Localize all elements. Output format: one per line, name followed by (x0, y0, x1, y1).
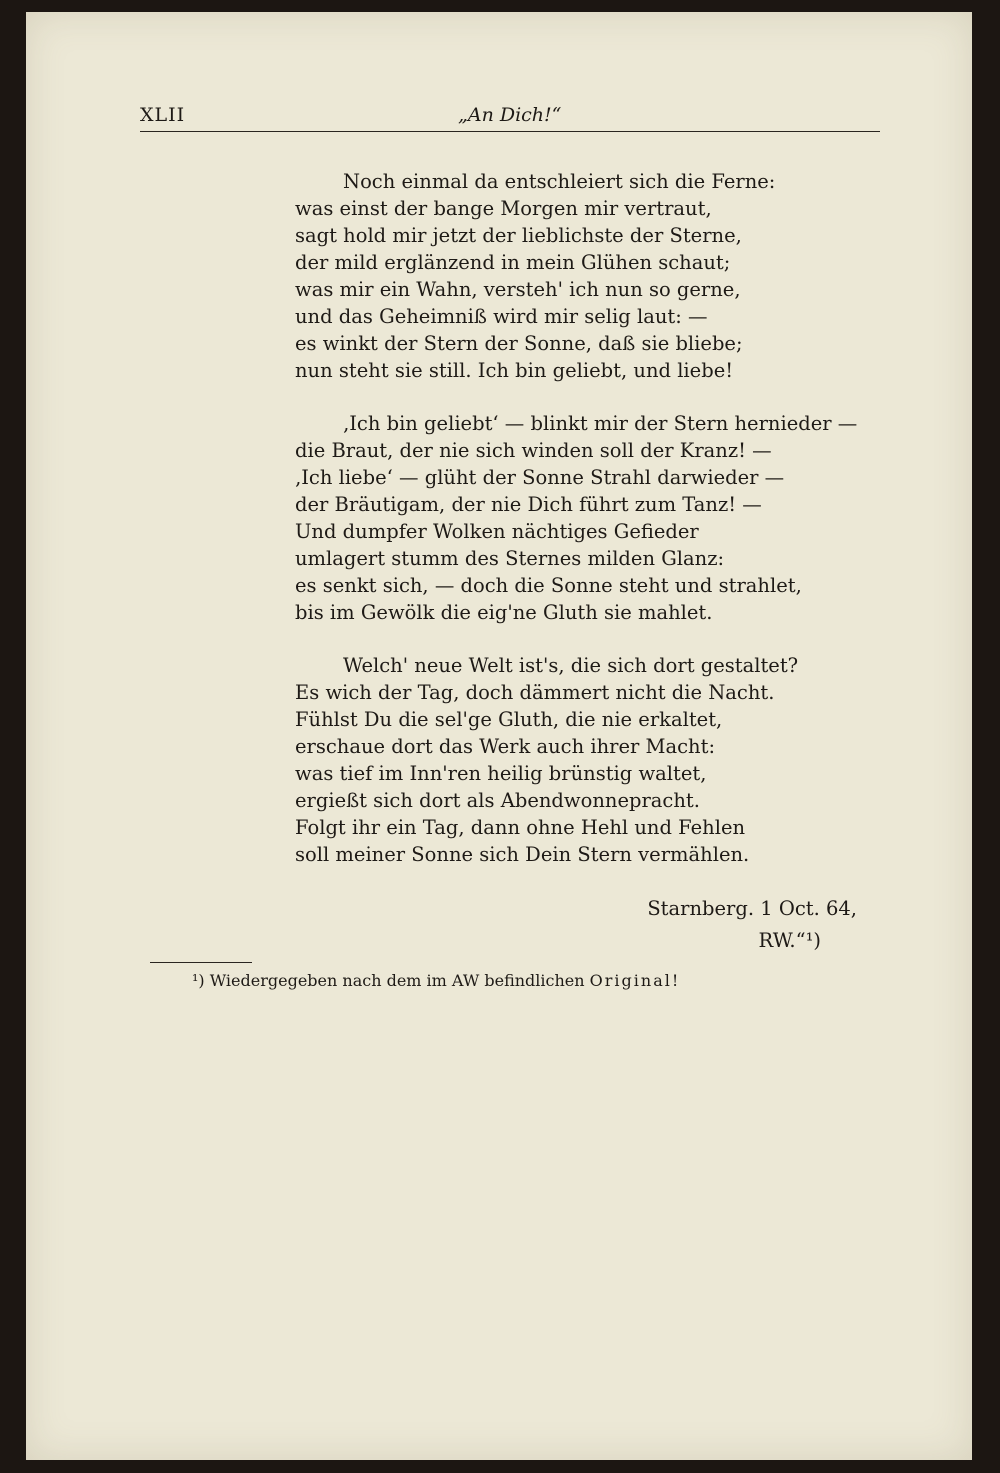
verse-line: Welch' neue Welt ist's, die sich dort gestaltet? (343, 654, 799, 677)
footnote-rule (150, 962, 252, 963)
verse-line: soll meiner Sonne sich Dein Stern vermählen. (295, 843, 750, 866)
running-title: „An Dich!“ (458, 104, 562, 126)
stanza-3 (295, 652, 855, 868)
page-header (140, 104, 880, 138)
verse-line: Es wich der Tag, doch dämmert nicht die Nacht. (295, 681, 775, 704)
verse-line: Folgt ihr ein Tag, dann ohne Hehl und Fehlen (295, 816, 746, 839)
verse-line: was mir ein Wahn, versteh' ich nun so gerne, (295, 278, 741, 301)
verse-line: was tief im Inn'ren heilig brünstig waltet, (295, 762, 707, 785)
verse-line: ‚Ich liebe‘ — glüht der Sonne Strahl darwieder — (295, 466, 785, 489)
poem-body (295, 168, 858, 894)
verse-line: Fühlst Du die sel'ge Gluth, die nie erkaltet, (295, 708, 723, 731)
verse-line: bis im Gewölk die eig'ne Gluth sie mahlet. (295, 601, 713, 624)
page-number: XLII (140, 104, 186, 126)
verse-line: und das Geheimniß wird mir selig laut: — (295, 305, 708, 328)
verse-line: die Braut, der nie sich winden soll der Kranz! — (295, 439, 772, 462)
verse-line: Noch einmal da entschleiert sich die Ferne: (343, 170, 776, 193)
verse-line: erschaue dort das Werk auch ihrer Macht: (295, 735, 716, 758)
footnote-marker: ¹) (192, 971, 205, 990)
verse-line: der mild erglänzend in mein Glühen schaut; (295, 251, 731, 274)
verse-line: ergießt sich dort als Abendwonnepracht. (295, 789, 700, 812)
author-initials: RW.“¹) (758, 929, 821, 952)
verse-line: Und dumpfer Wolken nächtiges Gefieder (295, 520, 699, 543)
verse-line: es winkt der Stern der Sonne, daß sie bliebe; (295, 332, 743, 355)
header-rule (140, 131, 880, 132)
verse-line: nun steht sie still. Ich bin geliebt, und liebe! (295, 359, 734, 382)
place-date: Starnberg. 1 Oct. 64, (647, 897, 857, 920)
signature-block (647, 893, 857, 957)
verse-line: umlagert stumm des Sternes milden Glanz: (295, 547, 725, 570)
verse-line: ‚Ich bin geliebt‘ — blinkt mir der Stern hernieder — (343, 412, 858, 435)
verse-line: der Bräutigam, der nie Dich führt zum Tanz! — (295, 493, 762, 516)
verse-line: es senkt sich, — doch die Sonne steht und strahlet, (295, 574, 802, 597)
footnote-text: Wiedergegeben nach dem im AW befindlichen (209, 971, 585, 990)
verse-line: was einst der bange Morgen mir vertraut, (295, 197, 712, 220)
verse-line: sagt hold mir jetzt der lieblichste der Sterne, (295, 224, 742, 247)
stanza-1 (295, 168, 855, 384)
stanza-2 (295, 410, 858, 626)
footnote (192, 971, 680, 990)
footnote-emphasis: Original! (589, 971, 681, 990)
